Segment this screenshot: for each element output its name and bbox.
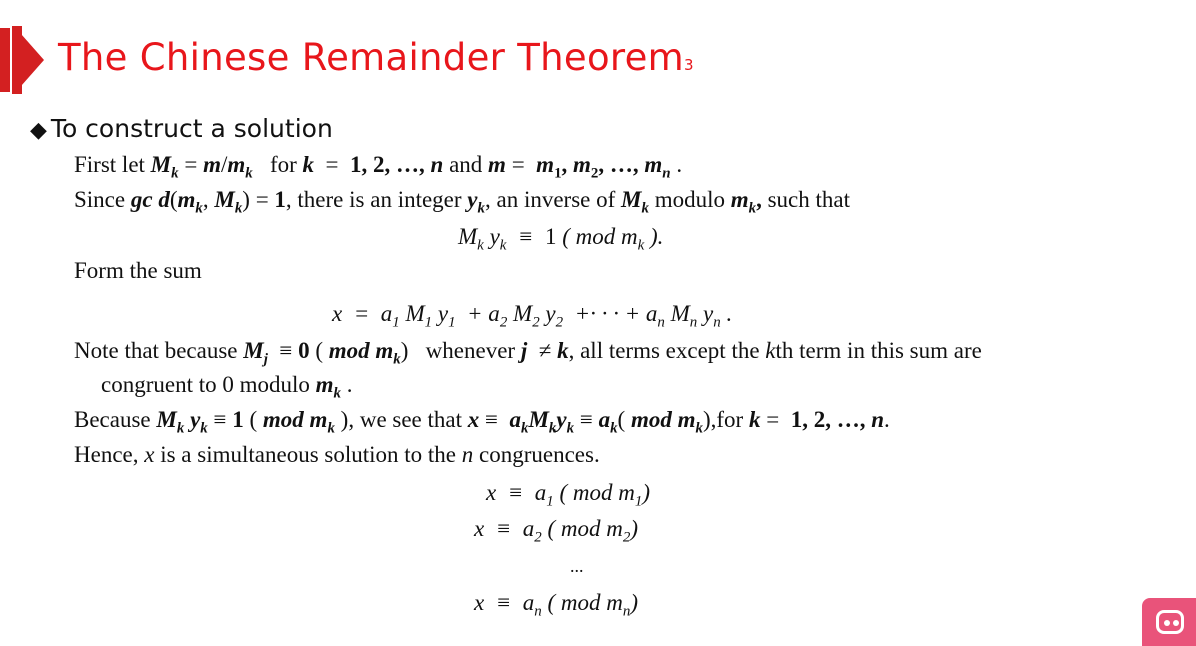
assistant-robot-icon xyxy=(1156,610,1184,634)
accent-bar xyxy=(0,28,10,92)
body-line-congruent: congruent to 0 modulo $m_k$ . xyxy=(101,372,353,402)
bullet-heading: ◆ To construct a solution xyxy=(30,114,333,143)
body-line-1: First let $M_k = m/m_k$ for k = 1, 2, …, n and $m = m_1$, $m_2$, …, $m_n$ . xyxy=(74,152,683,182)
robot-eye-left xyxy=(1164,620,1170,626)
title-suffix: 3 xyxy=(684,56,694,74)
slide-title: The Chinese Remainder Theorem3 xyxy=(58,36,694,79)
robot-eye-right xyxy=(1173,620,1179,626)
body-line-note: Note that because $M_j \equiv 0$ ( mod $m_k$) whenever j ≠ k, all terms except the kth term in this sum are xyxy=(74,338,982,368)
congruence-ellipsis: ... xyxy=(570,556,584,576)
accent-arrow-icon xyxy=(14,26,44,94)
diamond-bullet-icon: ◆ xyxy=(30,118,47,143)
congruence-n: $x \equiv a_n$ ( mod $m_n$) xyxy=(474,590,638,620)
equation-inverse: $M_k$ $y_k \equiv 1$ ( mod $m_k$ ). xyxy=(458,224,664,254)
congruence-1: $x \equiv a_1$ ( mod $m_1$) xyxy=(486,480,650,510)
assistant-widget-button[interactable] xyxy=(1142,598,1196,646)
body-line-form-sum: Form the sum xyxy=(74,258,202,283)
body-line-because: Because $M_k$ $y_k \equiv 1$ ( mod $m_k$ ), we see that $x \equiv a_kM_ky_k \equiv a_k$( mod $m_k),for$ k = 1, 2, …, n. xyxy=(74,407,890,437)
congruence-2: $x \equiv a_2$ ( mod $m_2$) xyxy=(474,516,638,546)
body-line-2: Since gc $d(m_k$, $M_k) = 1$, there is an integer $y_k$, an inverse of $M_k$ modulo $m_k$, such that xyxy=(74,187,850,217)
equation-sum: $x = a_1$ $M_1$ $y_1 + a_2$ $M_2$ $y_2$ +· · · + $a_n$ $M_n$ $y_n$ . xyxy=(332,301,733,331)
body-line-hence: Hence, x is a simultaneous solution to the n congruences. xyxy=(74,442,600,467)
